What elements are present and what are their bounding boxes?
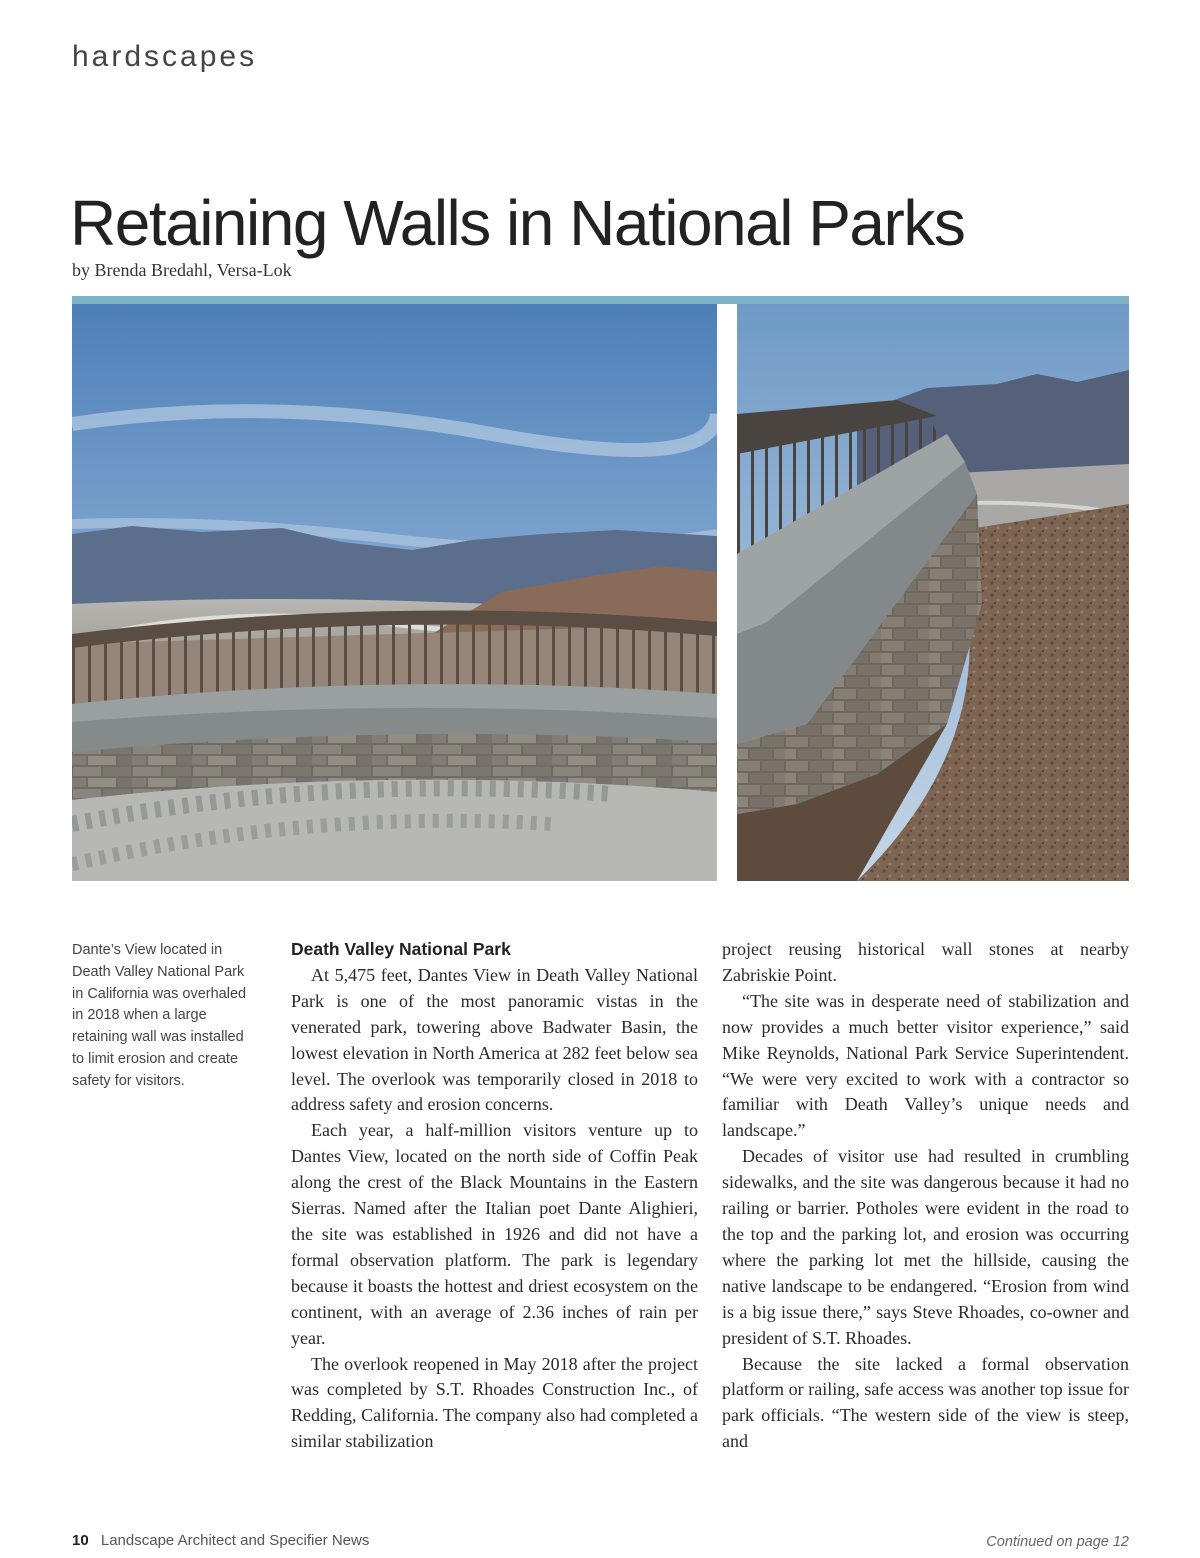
paragraph: The overlook reopened in May 2018 after the project was completed by S.T. Rhoades Construction Inc., of Redding, California. The company also had completed a similar stabilization: [291, 1353, 698, 1452]
continued-note: Continued on page 12: [986, 1534, 1129, 1550]
article-column-2: [722, 937, 1129, 1455]
byline: by Brenda Bredahl, Versa-Lok: [72, 260, 292, 280]
accent-bar: [72, 296, 1129, 304]
photo-caption: Dante’s View located in Death Valley National Park in California was overhaled in 2018 when a large retaining wall was installed to limit erosion and create safety for visitors.: [72, 942, 247, 1089]
page-footer: [72, 1532, 369, 1549]
paragraph: Decades of visitor use had resulted in crumbling sidewalks, and the site was dangerous because it had no railing or barrier. Potholes were evident in the road to the top and the parking lot, and erosion was occurring where the parking lot met the hillside, causing the native landscape to be endangered. “Erosion from wind is a big issue there,” says Steve Rhoades, co-owner and president of S.T. Rhoades.: [722, 1146, 1129, 1348]
paragraph: “The site was in desperate need of stabilization and now provides a much better visitor experience,” said Mike Reynolds, National Park Service Superintendent. “We were very excited to work with a contractor so familiar with Death Valley’s unique needs and landscape.”: [722, 990, 1129, 1141]
publication-name: Landscape Architect and Specifier News: [100, 1532, 370, 1549]
page-number: 10: [72, 1532, 89, 1549]
article-subhead: Death Valley National Park: [291, 939, 511, 959]
photo-retaining-wall-hillside: [737, 304, 1129, 881]
paragraph: project reusing historical wall stones at nearby Zabriskie Point.: [722, 939, 1129, 985]
article-title: Retaining Walls in National Parks: [70, 187, 965, 259]
article-column-1: [291, 937, 698, 1455]
paragraph: Each year, a half-million visitors venture up to Dantes View, located on the north side of Coffin Peak along the crest of the Black Mountains in the Eastern Sierras. Named after the Italian poet Dante Alighieri, the site was established in 1926 and did not have a formal observation platform. The park is legendary because it boasts the hottest and driest ecosystem on the continent, with an average of 2.36 inches of rain per year.: [291, 1120, 698, 1348]
section-tag: hardscapes: [72, 40, 258, 73]
paragraph: Because the site lacked a formal observation platform or railing, safe access was another top issue for park officials. “The western side of the view is steep, and: [722, 1353, 1129, 1452]
paragraph: At 5,475 feet, Dantes View in Death Valley National Park is one of the most panoramic vistas in the venerated park, towering above Badwater Basin, the lowest elevation in North America at 282 feet below sea level. The overlook was temporarily closed in 2018 to address safety and erosion concerns.: [291, 964, 698, 1115]
photo-dantes-view-overlook: [72, 304, 717, 881]
